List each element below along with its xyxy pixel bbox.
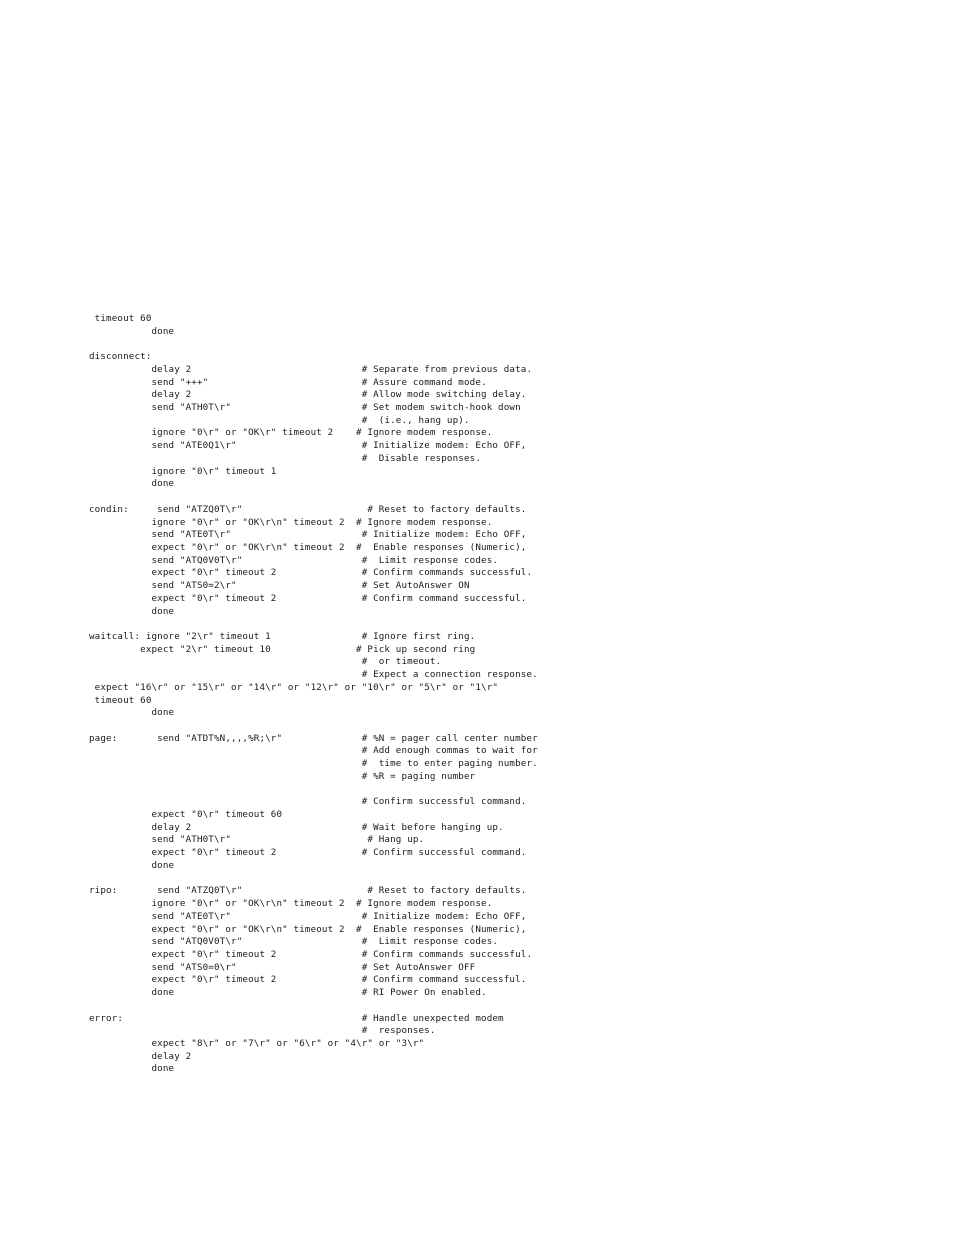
code-line: # Expect a connection response. — [89, 669, 538, 681]
code-line — [89, 1000, 939, 1013]
code-line: send "ATS0=0\r" # Set AutoAnswer OFF — [89, 961, 476, 973]
code-line: ignore "0\r" or "OK\r" timeout 2 # Ignore modem response. — [89, 427, 493, 439]
code-line: done — [89, 707, 175, 719]
code-line: expect "0\r" or "OK\r\n" timeout 2 # Enable responses (Numeric), — [89, 541, 527, 553]
code-line: delay 2 # Wait before hanging up. — [89, 821, 504, 833]
code-line: send "ATE0T\r" # Initialize modem: Echo OFF, — [89, 529, 527, 541]
code-line: expect "0\r" timeout 60 — [89, 809, 283, 821]
code-line: # time to enter paging number. — [89, 758, 538, 770]
code-line: # or timeout. — [89, 656, 442, 668]
code-line: expect "0\r" timeout 2 # Confirm commands successful. — [89, 948, 533, 960]
code-line: done — [89, 605, 175, 617]
code-line: delay 2 — [89, 1050, 192, 1062]
code-line: send "ATE0T\r" # Initialize modem: Echo OFF, — [89, 910, 527, 922]
code-line: send "ATH0T\r" # Hang up. — [89, 834, 425, 846]
code-line: ignore "0\r" or "OK\r\n" timeout 2 # Ignore modem response. — [89, 898, 493, 910]
code-line: expect "0\r" timeout 2 # Confirm command successful. — [89, 974, 527, 986]
code-line: # %R = paging number — [89, 770, 476, 782]
code-line: done — [89, 478, 175, 490]
code-line: disconnect: — [89, 351, 152, 363]
code-line: done — [89, 859, 175, 871]
code-line: send "ATS0=2\r" # Set AutoAnswer ON — [89, 580, 470, 592]
code-line: send "+++" # Assure command mode. — [89, 376, 487, 388]
code-line — [89, 720, 939, 733]
code-line: # (i.e., hang up). — [89, 414, 470, 426]
code-line — [89, 784, 939, 797]
code-line: # responses. — [89, 1025, 436, 1037]
code-line: # Add enough commas to wait for — [89, 745, 538, 757]
code-line: timeout 60 — [89, 313, 152, 324]
code-line: send "ATE0Q1\r" # Initialize modem: Echo OFF, — [89, 440, 527, 452]
code-line: send "ATQ0V0T\r" # Limit response codes. — [89, 936, 499, 948]
code-line: expect "8\r" or "7\r" or "6\r" or "4\r" or "3\r" — [89, 1037, 425, 1049]
code-line: ignore "0\r" or "OK\r\n" timeout 2 # Ignore modem response. — [89, 516, 493, 528]
code-line: expect "16\r" or "15\r" or "14\r" or "12\r" or "10\r" or "5\r" or "1\r" — [89, 681, 499, 693]
code-line: delay 2 # Separate from previous data. — [89, 363, 533, 375]
code-line: condin: send "ATZQ0T\r" # Reset to factory defaults. — [89, 503, 527, 515]
code-line: # Confirm successful command. — [89, 796, 527, 808]
code-line: timeout 60 — [89, 694, 152, 706]
code-line: expect "0\r" timeout 2 # Confirm command successful. — [89, 592, 527, 604]
code-line: expect "0\r" timeout 2 # Confirm commands successful. — [89, 567, 533, 579]
code-line: delay 2 # Allow mode switching delay. — [89, 389, 527, 401]
code-line: expect "0\r" timeout 2 # Confirm successful command. — [89, 847, 527, 859]
code-line — [89, 491, 939, 504]
code-line: error: # Handle unexpected modem — [89, 1012, 504, 1024]
code-line: waitcall: ignore "2\r" timeout 1 # Ignore first ring. — [89, 630, 476, 642]
code-line: send "ATH0T\r" # Set modem switch-hook down — [89, 402, 521, 414]
modem-script-listing — [89, 313, 939, 1076]
code-line: # Disable responses. — [89, 452, 482, 464]
code-line: ignore "0\r" timeout 1 — [89, 465, 277, 477]
code-line — [89, 618, 939, 631]
code-line — [89, 338, 939, 351]
code-line: done # RI Power On enabled. — [89, 987, 487, 999]
code-line: done — [89, 325, 175, 337]
code-line: ripo: send "ATZQ0T\r" # Reset to factory defaults. — [89, 885, 527, 897]
code-line: send "ATQ0V0T\r" # Limit response codes. — [89, 554, 499, 566]
code-line: page: send "ATDT%N,,,,%R;\r" # %N = pager call center number — [89, 732, 538, 744]
code-line — [89, 873, 939, 886]
code-line: expect "0\r" or "OK\r\n" timeout 2 # Enable responses (Numeric), — [89, 923, 527, 935]
code-line: done — [89, 1063, 175, 1075]
code-line: expect "2\r" timeout 10 # Pick up second ring — [89, 643, 476, 655]
